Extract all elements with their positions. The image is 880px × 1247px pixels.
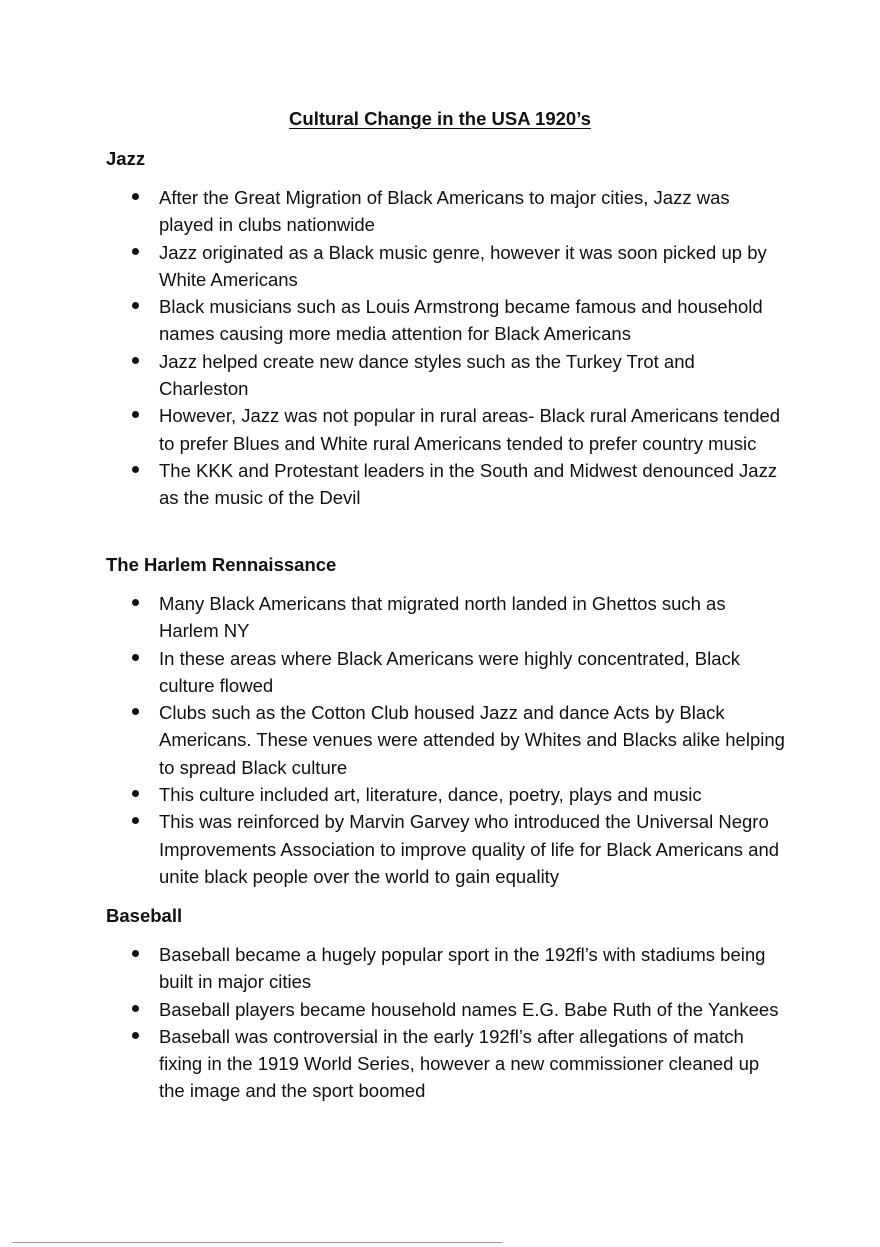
bullet-icon xyxy=(132,817,139,824)
bullet-icon xyxy=(132,599,139,606)
list-item-text: Baseball was controversial in the early 192fl’s after allegations of match fixing in the 1919 World Series, however a new commissioner cleaned up the image and the sport boomed xyxy=(159,1025,760,1102)
bullet-icon xyxy=(132,708,139,715)
list-item xyxy=(106,645,786,700)
list-item xyxy=(106,808,786,890)
list-item-text: After the Great Migration of Black Americans to major cities, Jazz was played in clubs nationwide xyxy=(159,187,730,236)
list-item-text: This was reinforced by Marvin Garvey who introduced the Universal Negro Improvements Association to improve quality of life for Black Americans and unite black people over the world to gain equality xyxy=(159,811,780,887)
list-item-text: However, Jazz was not popular in rural areas- Black rural Americans tended to prefer Blues and White rural Americans tended to prefer country music xyxy=(159,405,781,454)
bullet-list-harlem xyxy=(106,590,786,890)
list-item xyxy=(106,402,786,457)
bullet-icon xyxy=(132,302,139,309)
list-item xyxy=(106,348,786,403)
section-heading-harlem: The Harlem Rennaissance xyxy=(106,554,337,575)
section-heading-baseball: Baseball xyxy=(106,905,183,926)
list-item xyxy=(106,457,786,512)
bullet-icon xyxy=(132,950,139,957)
list-item xyxy=(106,1023,786,1105)
list-item-text: Baseball players became household names E.G. Babe Ruth of the Yankees xyxy=(159,998,779,1020)
footer-divider xyxy=(12,1242,502,1243)
bullet-list-jazz xyxy=(106,184,786,512)
bullet-icon xyxy=(132,411,139,418)
bullet-icon xyxy=(132,248,139,255)
list-item-text: Black musicians such as Louis Armstrong became famous and household names causing more media attention for Black Americans xyxy=(159,296,763,345)
section-jazz xyxy=(106,146,786,512)
bullet-list-baseball xyxy=(106,941,786,1105)
bullet-icon xyxy=(132,790,139,797)
section-harlem-renaissance xyxy=(106,552,786,890)
bullet-icon xyxy=(132,654,139,661)
section-baseball xyxy=(106,903,786,1105)
list-item-text: Clubs such as the Cotton Club housed Jazz and dance Acts by Black Americans. These venues were attended by Whites and Blacks alike helping to spread Black culture xyxy=(159,702,785,778)
section-heading-jazz: Jazz xyxy=(106,148,146,169)
list-item-text: Many Black Americans that migrated north landed in Ghettos such as Harlem NY xyxy=(159,593,726,642)
list-item-text: Jazz helped create new dance styles such as the Turkey Trot and Charleston xyxy=(159,350,695,400)
bullet-icon xyxy=(132,1032,139,1039)
bullet-icon xyxy=(132,466,139,473)
list-item xyxy=(106,590,786,645)
bullet-icon xyxy=(132,1005,139,1012)
list-item xyxy=(106,293,786,348)
list-item xyxy=(106,781,786,808)
list-item xyxy=(106,184,786,239)
list-item-text: Jazz originated as a Black music genre, however it was soon picked up by White Americans xyxy=(159,241,767,290)
list-item xyxy=(106,941,786,996)
list-item xyxy=(106,699,786,781)
bullet-icon xyxy=(132,193,139,200)
page-title: Cultural Change in the USA 1920’s xyxy=(289,108,591,129)
list-item-text: Baseball became a hugely popular sport in the 192fl’s with stadiums being built in major cities xyxy=(159,944,766,993)
list-item xyxy=(106,996,786,1023)
list-item xyxy=(106,239,786,294)
bullet-icon xyxy=(132,357,139,364)
list-item-text: In these areas where Black Americans were highly concentrated, Black culture flowed xyxy=(159,647,740,696)
list-item-text: The KKK and Protestant leaders in the South and Midwest denounced Jazz as the music of the Devil xyxy=(159,459,778,509)
list-item-text: This culture included art, literature, dance, poetry, plays and music xyxy=(159,784,702,806)
